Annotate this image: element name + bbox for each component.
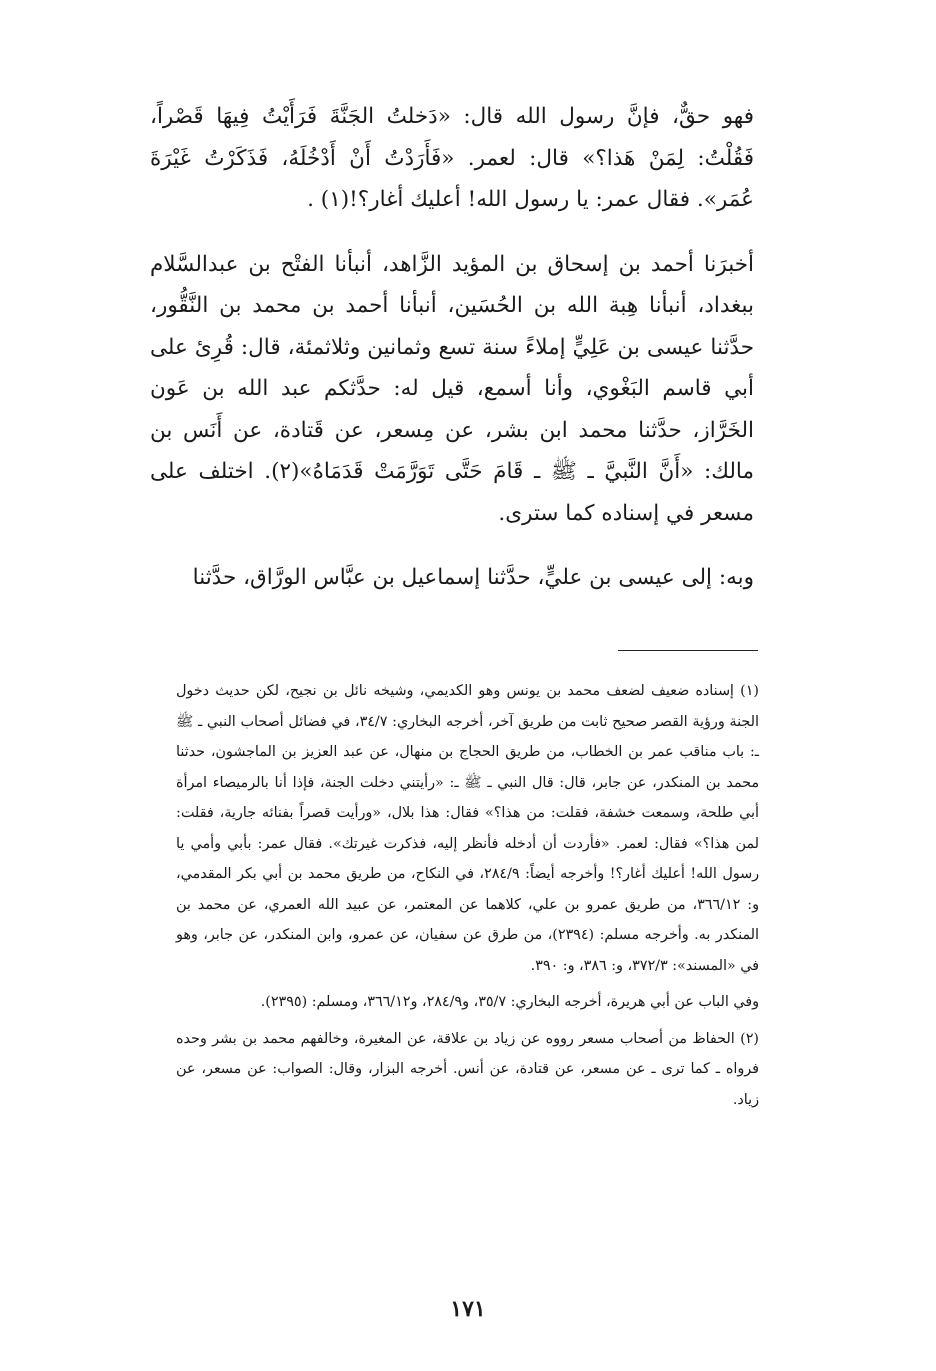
footnotes [176,676,759,1121]
paragraph-3: وبه: إلى عيسى بن عليٍّ، حدَّثنا إسماعيل بن عبَّاس الورَّاق، حدَّثنا [192,565,754,590]
footnote-1: (١) إسناده ضعيف لضعف محمد بن يونس وهو الكديمي، وشيخه نائل بن نجيح، لكن حديث دخول الجنة ورؤية القصر صحيح ثابت من طريق آخر، أخرجه البخاري: ٣٤/٧، في فضائل أصحاب النبي ـ ﷺ ـ: باب مناقب عمر بن الخطاب، من طريق الحجاج بن منهال، عن عبد العزيز بن الماجشون، حدثنا محمد بن المنكدر، عن جابر، قال: قال النبي ـ ﷺ ـ: «رأيتني دخلت الجنة، فإذا أنا بالرميصاء امرأة أبي طلحة، وسمعت خشفة، فقلت: من هذا؟» فقال: هذا بلال، «ورأيت قصراً بفنائه جارية، فقلت: لمن هذا؟» فقال: لعمر. «فأردت أن أدخله فأنظر إليه، فذكرت غيرتك». فقال عمر: بأبي وأمي يا رسول الله! أعليك أغار؟! وأخرجه أيضاً: ٢٨٤/٩، في النكاح، من طريق محمد بن أبي بكر المقدمي، و: ٣٦٦/١٢، من طريق عمرو بن علي، كلاهما عن المعتمر، عن عبيد الله العمري، عن محمد بن المنكدر به. وأخرجه مسلم: (٢٣٩٤)، من طرق عن سفيان، عن عمرو، وابن المنكدر، عن جابر، وهو في «المسند»: ٣٧٢/٣، و: ٣٨٦، و: ٣٩٠. [176,683,760,974]
paragraph-2: أخبرَنا أحمد بن إسحاق بن المؤيد الزَّاهد، أنبأنا الفتْح بن عبدالسَّلام ببغداد، أنبأنا هِبة الله بن الحُسَين، أنبأنا أحمد بن محمد بن النَّقُّور، حدَّثنا عيسى بن عَلِيٍّ إملاءً سنة تسع وثمانين وثلاثمئة، قال: قُرِئ على أبي قاسم البَغْوي، وأنا أسمع، قيل له: حدَّثكم عبد الله بن عَون الخَرَّاز، حدَّثنا محمد ابن بشر، عن مِسعر، عن قَتادة، عن أَنَس بن مالك: «أَنَّ النَّبيَّ ـ ﷺ ـ قَامَ حَتَّى تَوَرَّمَتْ قَدَمَاهُ»(٢). اختلف على مسعر في إسناده كما سترى. [150,251,754,526]
main-text [150,96,754,622]
footnote-separator [618,650,758,651]
footnote-2: (٢) الحفاظ من أصحاب مسعر رووه عن زياد بن علاقة، عن المغيرة، وخالفهم محمد بن بشر وحده فرواه ـ كما ترى ـ عن مسعر، عن قتادة، عن أنس. أخرجه البزار، وقال: الصواب: عن مسعر، عن زياد. [176,1030,759,1108]
page-number: ١٧١ [450,1296,486,1322]
paragraph-1: فهو حقٌّ، فإنَّ رسول الله قال: «دَخلتُ الجَنَّةَ فَرَأَيْتُ فِيهَا قَصْراً، فَقُلْتُ: لِمَنْ هَذا؟» قال: لعمر. «فَأَرَدْتُ أَنْ أَدْخُلَهُ، فَذَكَرْتُ غَيْرَةَ عُمَر». فقال عمر: يا رسول الله! أعليك أغار؟!(١) . [150,104,754,212]
footnote-1-continued: وفي الباب عن أبي هريرة، أخرجه البخاري: ٣٥/٧، و٢٨٤/٩، و٣٦٦/١٢، ومسلم: (٢٣٩٥). [260,994,759,1010]
